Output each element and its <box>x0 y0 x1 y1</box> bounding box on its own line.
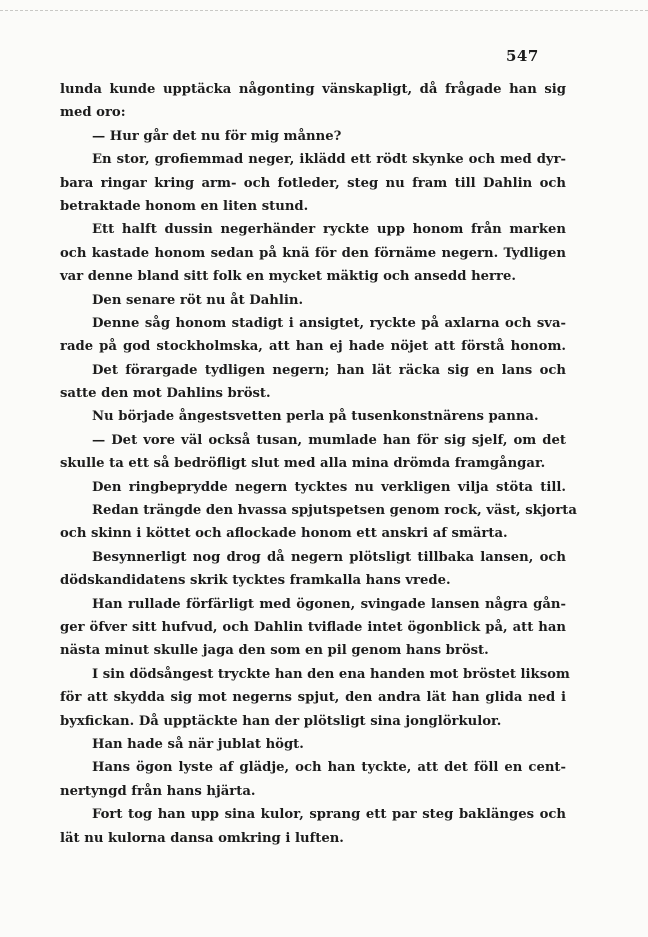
text-line: var denne bland sitt folk en mycket mäktig och ansedd herre. <box>60 269 516 285</box>
text-line: och kastade honom sedan på knä för den förnäme negern. Tydligen <box>60 245 566 261</box>
text-line: byxfickan. Då upptäckte han der plötsligt sina jonglörkulor. <box>60 713 502 729</box>
text-line: Nu började ångestsvetten perla på tusenkonstnärens panna. <box>92 409 539 425</box>
text-line: Den senare röt nu åt Dahlin. <box>92 292 304 308</box>
text-line: lunda kunde upptäcka någonting vänskapligt, då frågade han sig <box>60 82 566 97</box>
text-line: rade på god stockholmska, att han ej hade nöjet att förstå honom. <box>60 339 566 355</box>
page-body-text <box>60 78 577 850</box>
text-line: Fort tog han upp sina kulor, sprang ett par steg baklänges och <box>92 807 566 823</box>
text-line: ger öfver sitt hufvud, och Dahlin tviflade intet ögonblick på, att han <box>60 619 566 635</box>
text-line: nertyngd från hans hjärta. <box>60 783 256 799</box>
page-number: 547 <box>506 47 539 65</box>
text-line: Ett halft dussin negerhänder ryckte upp honom från marken <box>92 222 566 238</box>
text-line: för att skydda sig mot negerns spjut, den andra lät han glida ned i <box>60 690 566 706</box>
text-line: — Det vore väl också tusan, mumlade han för sig sjelf, om det <box>92 432 566 448</box>
text-line: skulle ta ett så bedröfligt slut med alla mina drömda framgångar. <box>60 456 546 472</box>
text-line: En stor, grofiemmad neger, iklädd ett rödt skynke och med dyr- <box>92 152 566 168</box>
text-line: nästa minut skulle jaga den som en pil genom hans bröst. <box>60 643 489 659</box>
text-line: satte den mot Dahlins bröst. <box>60 386 271 402</box>
scan-top-edge <box>0 10 648 11</box>
text-line: lät nu kulorna dansa omkring i luften. <box>60 830 344 846</box>
text-line: dödskandidatens skrik tycktes framkalla hans vrede. <box>60 573 451 589</box>
text-line: Redan trängde den hvassa spjutspetsen genom rock, väst, skjorta <box>92 503 577 519</box>
text-line: betraktade honom en liten stund. <box>60 198 309 214</box>
text-line: — Hur går det nu för mig månne? <box>92 128 342 144</box>
text-line: Den ringbeprydde negern tycktes nu verkligen vilja stöta till. <box>92 479 566 495</box>
text-line: Hans ögon lyste af glädje, och han tyckte, att det föll en cent- <box>92 760 566 776</box>
text-line: med oro: <box>60 105 126 121</box>
text-line: I sin dödsångest tryckte han den ena handen mot bröstet liksom <box>92 666 570 682</box>
text-line: Det förargade tydligen negern; han lät räcka sig en lans och <box>92 362 566 378</box>
text-line: Besynnerligt nog drog då negern plötsligt tillbaka lansen, och <box>92 549 566 565</box>
text-line: bara ringar kring arm- och fotleder, steg nu fram till Dahlin och <box>60 175 566 191</box>
text-line: Han hade så när jublat högt. <box>92 736 304 752</box>
text-line: Han rullade förfärligt med ögonen, svingade lansen några gån- <box>92 596 566 612</box>
text-line: Denne såg honom stadigt i ansigtet, ryckte på axlarna och sva- <box>92 315 566 331</box>
text-line: och skinn i köttet och aflockade honom ett anskri af smärta. <box>60 526 508 542</box>
